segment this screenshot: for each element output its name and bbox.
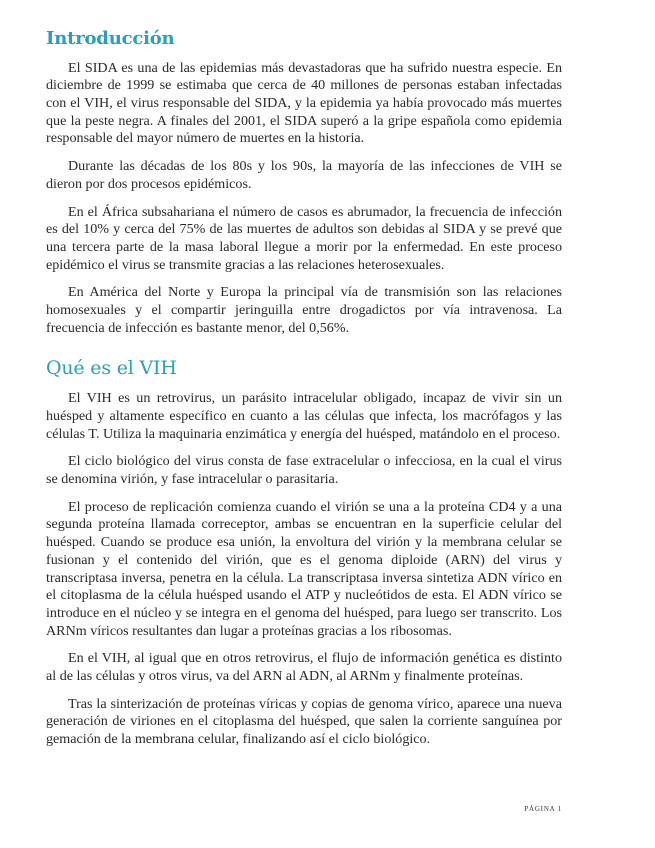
paragraph: El SIDA es una de las epidemias más devastadoras que ha sufrido nuestra especie. En diciembre de 1999 se estimaba que cerca de 40 millones de personas estaban infectadas con el VIH, el virus responsable del SIDA, y la epidemia ya había provocado más muertes que la peste negra. A finales del 2001, el SIDA superó a la gripe española como epidemia responsable del mayor número de muertes en la historia. — [46, 59, 562, 147]
paragraph: En el África subsahariana el número de casos es abrumador, la frecuencia de infección es del 10% y cerca del 75% de las muertes de adultos son debidas al SIDA y se prevé que una tercera parte de la masa laboral llegue a morir por la enfermedad. En este proceso epidémico el virus se transmite gracias a las relaciones heterosexuales. — [46, 203, 562, 273]
document-page — [46, 28, 562, 759]
section-heading-que-es-el-vih: Qué es el VIH — [46, 357, 177, 380]
section-introduccion — [46, 28, 562, 337]
section-heading-introduccion: Introducción — [46, 28, 175, 49]
paragraph: Durante las décadas de los 80s y los 90s, la mayoría de las infecciones de VIH se dieron por dos procesos epidémicos. — [46, 158, 562, 192]
page-number: PÁGINA 1 — [524, 805, 562, 813]
paragraph: En América del Norte y Europa la principal vía de transmisión son las relaciones homosexuales y el compartir jeringuilla entre drogadictos por vía intravenosa. La frecuencia de infección es bastante menor, del 0,56%. — [46, 284, 562, 336]
paragraph: El proceso de replicación comienza cuando el virión se una a la proteína CD4 y a una segunda proteína llamada correceptor, ambas se encuentran en la superficie celular del huésped. Cuando se produce esa unión, la envoltura del virión y la membrana celular se fusionan y el contenido del virión, que es el genoma diploide (ARN) del virus y transcriptasa inversa, penetra en la célula. La transcriptasa inversa sintetiza ADN vírico en el citoplasma de la célula huésped usando el ATP y nucleótidos de esta. El ADN vírico se introduce en el núcleo y se integra en el genoma del huésped, para luego ser transcrito. Los ARNm víricos resultantes dan lugar a proteínas gracias a los ribosomas. — [46, 498, 562, 639]
paragraph: El VIH es un retrovirus, un parásito intracelular obligado, incapaz de vivir sin un huésped y altamente específico en cuanto a las células que infecta, los macrófagos y las células T. Utiliza la maquinaria enzimática y energía del huésped, matándolo en el proceso. — [46, 390, 562, 442]
paragraph: Tras la sinterización de proteínas víricas y copias de genoma vírico, aparece una nueva generación de viriones en el citoplasma del huésped, que salen la corriente sanguínea por gemación de la membrana celular, finalizando así el ciclo biológico. — [46, 695, 562, 748]
paragraph: En el VIH, al igual que en otros retrovirus, el flujo de información genética es distinto al de las células y otros virus, va del ARN al ADN, al ARNm y finalmente proteínas. — [46, 650, 562, 685]
paragraph: El ciclo biológico del virus consta de fase extracelular o infecciosa, en la cual el virus se denomina virión, y fase intracelular o parasitaria. — [46, 453, 562, 488]
section-que-es-el-vih — [46, 357, 562, 748]
